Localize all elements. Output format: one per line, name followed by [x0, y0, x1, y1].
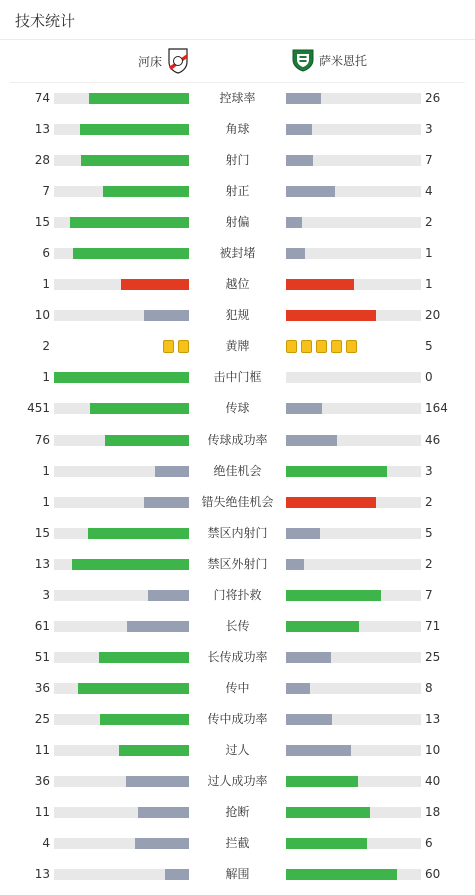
- stat-row: [0, 740, 475, 771]
- home-bar-track: [54, 869, 189, 880]
- home-bar-track: [54, 93, 189, 104]
- home-bar-fill: [54, 372, 189, 383]
- stat-label: 错失绝佳机会: [201, 494, 274, 509]
- home-bar-fill: [80, 124, 189, 135]
- yellow-card-icon: [163, 340, 174, 353]
- home-bar-track: [54, 372, 189, 383]
- away-bar-track: [286, 528, 421, 539]
- away-value: 164: [425, 401, 448, 416]
- away-value: 4: [425, 184, 433, 199]
- stat-row: [0, 398, 475, 429]
- away-value: 71: [425, 618, 441, 633]
- away-bar-track: [286, 838, 421, 849]
- stat-label: 门将扑救: [213, 587, 262, 602]
- away-bar-track: [286, 869, 421, 880]
- away-bar-fill: [286, 683, 310, 694]
- away-bar-fill: [286, 310, 376, 321]
- home-bar-track: [54, 559, 189, 570]
- home-bar-track: [54, 217, 189, 228]
- home-bar-track: [54, 652, 189, 663]
- away-bar-track: [286, 714, 421, 725]
- home-bar-fill: [73, 248, 189, 259]
- home-value: 13: [34, 556, 50, 571]
- away-bar-track: [286, 248, 421, 259]
- home-value: 2: [42, 339, 50, 354]
- home-bar-track: [54, 745, 189, 756]
- home-bar-fill: [135, 838, 189, 849]
- home-bar-fill: [155, 466, 189, 477]
- away-bar-fill: [286, 93, 321, 104]
- home-bar-track: [54, 590, 189, 601]
- away-bar-track: [286, 497, 421, 508]
- home-value: 11: [34, 805, 50, 820]
- page-title: 技术统计: [15, 12, 76, 30]
- stat-label: 传球: [225, 401, 250, 416]
- away-bar-fill: [286, 559, 304, 570]
- stat-row: [0, 88, 475, 119]
- away-value: 40: [425, 774, 441, 789]
- away-bar-fill: [286, 652, 331, 663]
- home-bar-track: [54, 279, 189, 290]
- away-bar-fill: [286, 435, 337, 446]
- home-team[interactable]: [138, 48, 188, 74]
- home-bar-fill: [144, 310, 189, 321]
- home-bar-fill: [89, 93, 189, 104]
- stat-label: 犯规: [225, 308, 250, 323]
- away-yellow-cards: [286, 340, 357, 353]
- away-bar-track: [286, 279, 421, 290]
- away-bar-fill: [286, 217, 302, 228]
- away-value: 18: [425, 805, 441, 820]
- home-bar-fill: [126, 776, 189, 787]
- stat-row: [0, 616, 475, 647]
- home-value: 1: [42, 370, 50, 385]
- home-bar-fill: [70, 217, 189, 228]
- away-bar-track: [286, 217, 421, 228]
- away-bar-fill: [286, 869, 397, 880]
- away-bar-track: [286, 776, 421, 787]
- away-bar-track: [286, 93, 421, 104]
- stat-label: 越位: [225, 277, 250, 292]
- away-value: 1: [425, 277, 433, 292]
- home-value: 4: [42, 836, 50, 851]
- stat-label: 过人成功率: [207, 774, 268, 789]
- home-bar-fill: [127, 621, 189, 632]
- home-value: 36: [34, 680, 50, 695]
- yellow-card-icon: [331, 340, 342, 353]
- away-value: 2: [425, 494, 433, 509]
- stat-label: 被封堵: [219, 246, 256, 261]
- home-value: 1: [42, 494, 50, 509]
- stat-row: [0, 461, 475, 492]
- away-bar-track: [286, 590, 421, 601]
- away-bar-fill: [286, 497, 376, 508]
- away-bar-track: [286, 621, 421, 632]
- home-value: 1: [42, 463, 50, 478]
- home-value: 74: [34, 91, 50, 105]
- stat-label: 黄牌: [225, 339, 250, 354]
- home-bar-track: [54, 186, 189, 197]
- home-bar-fill: [100, 714, 189, 725]
- away-value: 8: [425, 680, 433, 695]
- away-value: 25: [425, 649, 441, 664]
- away-value: 5: [425, 525, 433, 540]
- stat-label: 长传: [225, 618, 250, 633]
- stat-row: [0, 833, 475, 864]
- stat-label: 绝佳机会: [213, 463, 262, 478]
- away-bar-fill: [286, 186, 335, 197]
- away-bar-track: [286, 435, 421, 446]
- away-value: 6: [425, 836, 433, 851]
- home-bar-track: [54, 435, 189, 446]
- home-value: 11: [34, 742, 50, 757]
- home-value: 61: [34, 618, 50, 633]
- home-bar-fill: [138, 807, 189, 818]
- stat-row: [0, 802, 475, 833]
- stat-row: [0, 119, 475, 150]
- stat-row: [0, 585, 475, 616]
- away-value: 5: [425, 339, 433, 354]
- home-bar-track: [54, 807, 189, 818]
- away-bar-fill: [286, 807, 370, 818]
- home-bar-track: [54, 838, 189, 849]
- stat-row: [0, 430, 475, 461]
- home-bar-track: [54, 310, 189, 321]
- home-value: 15: [34, 215, 50, 230]
- stat-label: 角球: [225, 122, 250, 137]
- home-value: 3: [42, 587, 50, 602]
- home-bar-fill: [78, 683, 189, 694]
- stat-label: 传中: [225, 680, 250, 695]
- away-bar-fill: [286, 248, 305, 259]
- away-value: 26: [425, 91, 441, 105]
- home-bar-fill: [148, 590, 189, 601]
- away-bar-track: [286, 403, 421, 414]
- stat-label: 禁区内射门: [207, 525, 268, 540]
- stat-label: 控球率: [219, 91, 256, 105]
- away-team-name: 萨米恩托: [319, 53, 368, 68]
- home-bar-track: [54, 466, 189, 477]
- home-value: 28: [34, 153, 50, 168]
- sarmiento-crest-icon: [290, 47, 316, 73]
- stats-list: [0, 88, 475, 895]
- stat-label: 射正: [225, 184, 250, 199]
- away-bar-fill: [286, 279, 354, 290]
- yellow-card-icon: [286, 340, 297, 353]
- teams-header: [10, 40, 465, 83]
- home-bar-track: [54, 683, 189, 694]
- home-value: 76: [34, 432, 50, 447]
- home-bar-track: [54, 528, 189, 539]
- away-value: 60: [425, 867, 441, 882]
- away-value: 3: [425, 122, 433, 137]
- stat-row: [0, 181, 475, 212]
- home-team-name: 河床: [137, 54, 162, 69]
- home-bar-fill: [105, 435, 189, 446]
- stat-row: [0, 523, 475, 554]
- header: [0, 0, 475, 40]
- home-yellow-cards: [163, 340, 189, 353]
- home-value: 7: [42, 184, 50, 199]
- stat-label: 解围: [225, 867, 250, 882]
- home-bar-fill: [121, 279, 189, 290]
- stat-label: 禁区外射门: [207, 556, 268, 571]
- away-bar-track: [286, 310, 421, 321]
- stat-row: [0, 243, 475, 274]
- away-value: 1: [425, 246, 433, 261]
- home-bar-fill: [144, 497, 189, 508]
- home-bar-track: [54, 776, 189, 787]
- away-bar-fill: [286, 528, 320, 539]
- stat-label: 拦截: [225, 836, 250, 851]
- home-bar-fill: [90, 403, 189, 414]
- home-value: 1: [42, 277, 50, 292]
- stat-label: 传球成功率: [207, 432, 268, 447]
- stat-row: [0, 367, 475, 398]
- stat-row: [0, 709, 475, 740]
- home-bar-fill: [165, 869, 189, 880]
- away-bar-track: [286, 745, 421, 756]
- stat-row: [0, 212, 475, 243]
- stat-label: 抢断: [225, 805, 250, 820]
- away-value: 2: [425, 556, 433, 571]
- stat-row: [0, 771, 475, 802]
- home-value: 51: [34, 649, 50, 664]
- away-bar-track: [286, 372, 421, 383]
- river-plate-crest-icon: [168, 48, 188, 74]
- stat-row: [0, 492, 475, 523]
- home-bar-track: [54, 155, 189, 166]
- home-bar-track: [54, 714, 189, 725]
- home-bar-track: [54, 124, 189, 135]
- away-bar-fill: [286, 124, 312, 135]
- stat-label: 过人: [225, 742, 250, 757]
- home-value: 36: [34, 774, 50, 789]
- away-bar-fill: [286, 838, 367, 849]
- stat-label: 击中门框: [213, 370, 262, 385]
- away-bar-track: [286, 466, 421, 477]
- away-value: 20: [425, 308, 441, 323]
- home-bar-track: [54, 248, 189, 259]
- away-bar-track: [286, 652, 421, 663]
- stat-row: [0, 554, 475, 585]
- yellow-card-icon: [178, 340, 189, 353]
- away-bar-fill: [286, 745, 351, 756]
- away-bar-fill: [286, 590, 381, 601]
- away-bar-track: [286, 124, 421, 135]
- away-bar-track: [286, 186, 421, 197]
- stat-row: [0, 274, 475, 305]
- home-value: 10: [34, 308, 50, 323]
- away-value: 46: [425, 432, 441, 447]
- away-value: 3: [425, 463, 433, 478]
- home-bar-track: [54, 621, 189, 632]
- stat-row: [0, 678, 475, 709]
- away-value: 13: [425, 711, 441, 726]
- away-value: 7: [425, 153, 433, 168]
- away-bar-fill: [286, 621, 359, 632]
- yellow-card-icon: [301, 340, 312, 353]
- stat-row: [0, 647, 475, 678]
- yellow-card-icon: [316, 340, 327, 353]
- home-bar-fill: [72, 559, 189, 570]
- stat-label: 射门: [225, 153, 250, 168]
- away-bar-track: [286, 559, 421, 570]
- home-bar-track: [54, 403, 189, 414]
- home-bar-fill: [119, 745, 189, 756]
- stat-label: 射偏: [225, 215, 250, 230]
- away-team[interactable]: [290, 47, 367, 73]
- stat-row: [0, 864, 475, 895]
- home-bar-fill: [88, 528, 189, 539]
- stat-label: 传中成功率: [207, 711, 268, 726]
- away-bar-fill: [286, 714, 332, 725]
- away-bar-track: [286, 683, 421, 694]
- away-bar-fill: [286, 776, 358, 787]
- away-bar-fill: [286, 466, 387, 477]
- away-bar-fill: [286, 403, 322, 414]
- away-bar-track: [286, 155, 421, 166]
- home-bar-fill: [81, 155, 189, 166]
- home-bar-fill: [103, 186, 189, 197]
- stat-row: [0, 150, 475, 181]
- away-bar-track: [286, 807, 421, 818]
- home-value: 451: [27, 401, 50, 416]
- away-bar-fill: [286, 155, 313, 166]
- away-value: 2: [425, 215, 433, 230]
- home-value: 15: [34, 525, 50, 540]
- home-bar-fill: [99, 652, 189, 663]
- stat-label: 长传成功率: [207, 649, 268, 664]
- away-value: 10: [425, 742, 441, 757]
- home-bar-track: [54, 497, 189, 508]
- home-value: 6: [42, 246, 50, 261]
- yellow-card-icon: [346, 340, 357, 353]
- stat-row: [0, 305, 475, 336]
- home-value: 25: [34, 711, 50, 726]
- away-value: 0: [425, 370, 433, 385]
- away-value: 7: [425, 587, 433, 602]
- stat-row: [0, 336, 475, 367]
- home-value: 13: [34, 122, 50, 137]
- home-value: 13: [34, 867, 50, 882]
